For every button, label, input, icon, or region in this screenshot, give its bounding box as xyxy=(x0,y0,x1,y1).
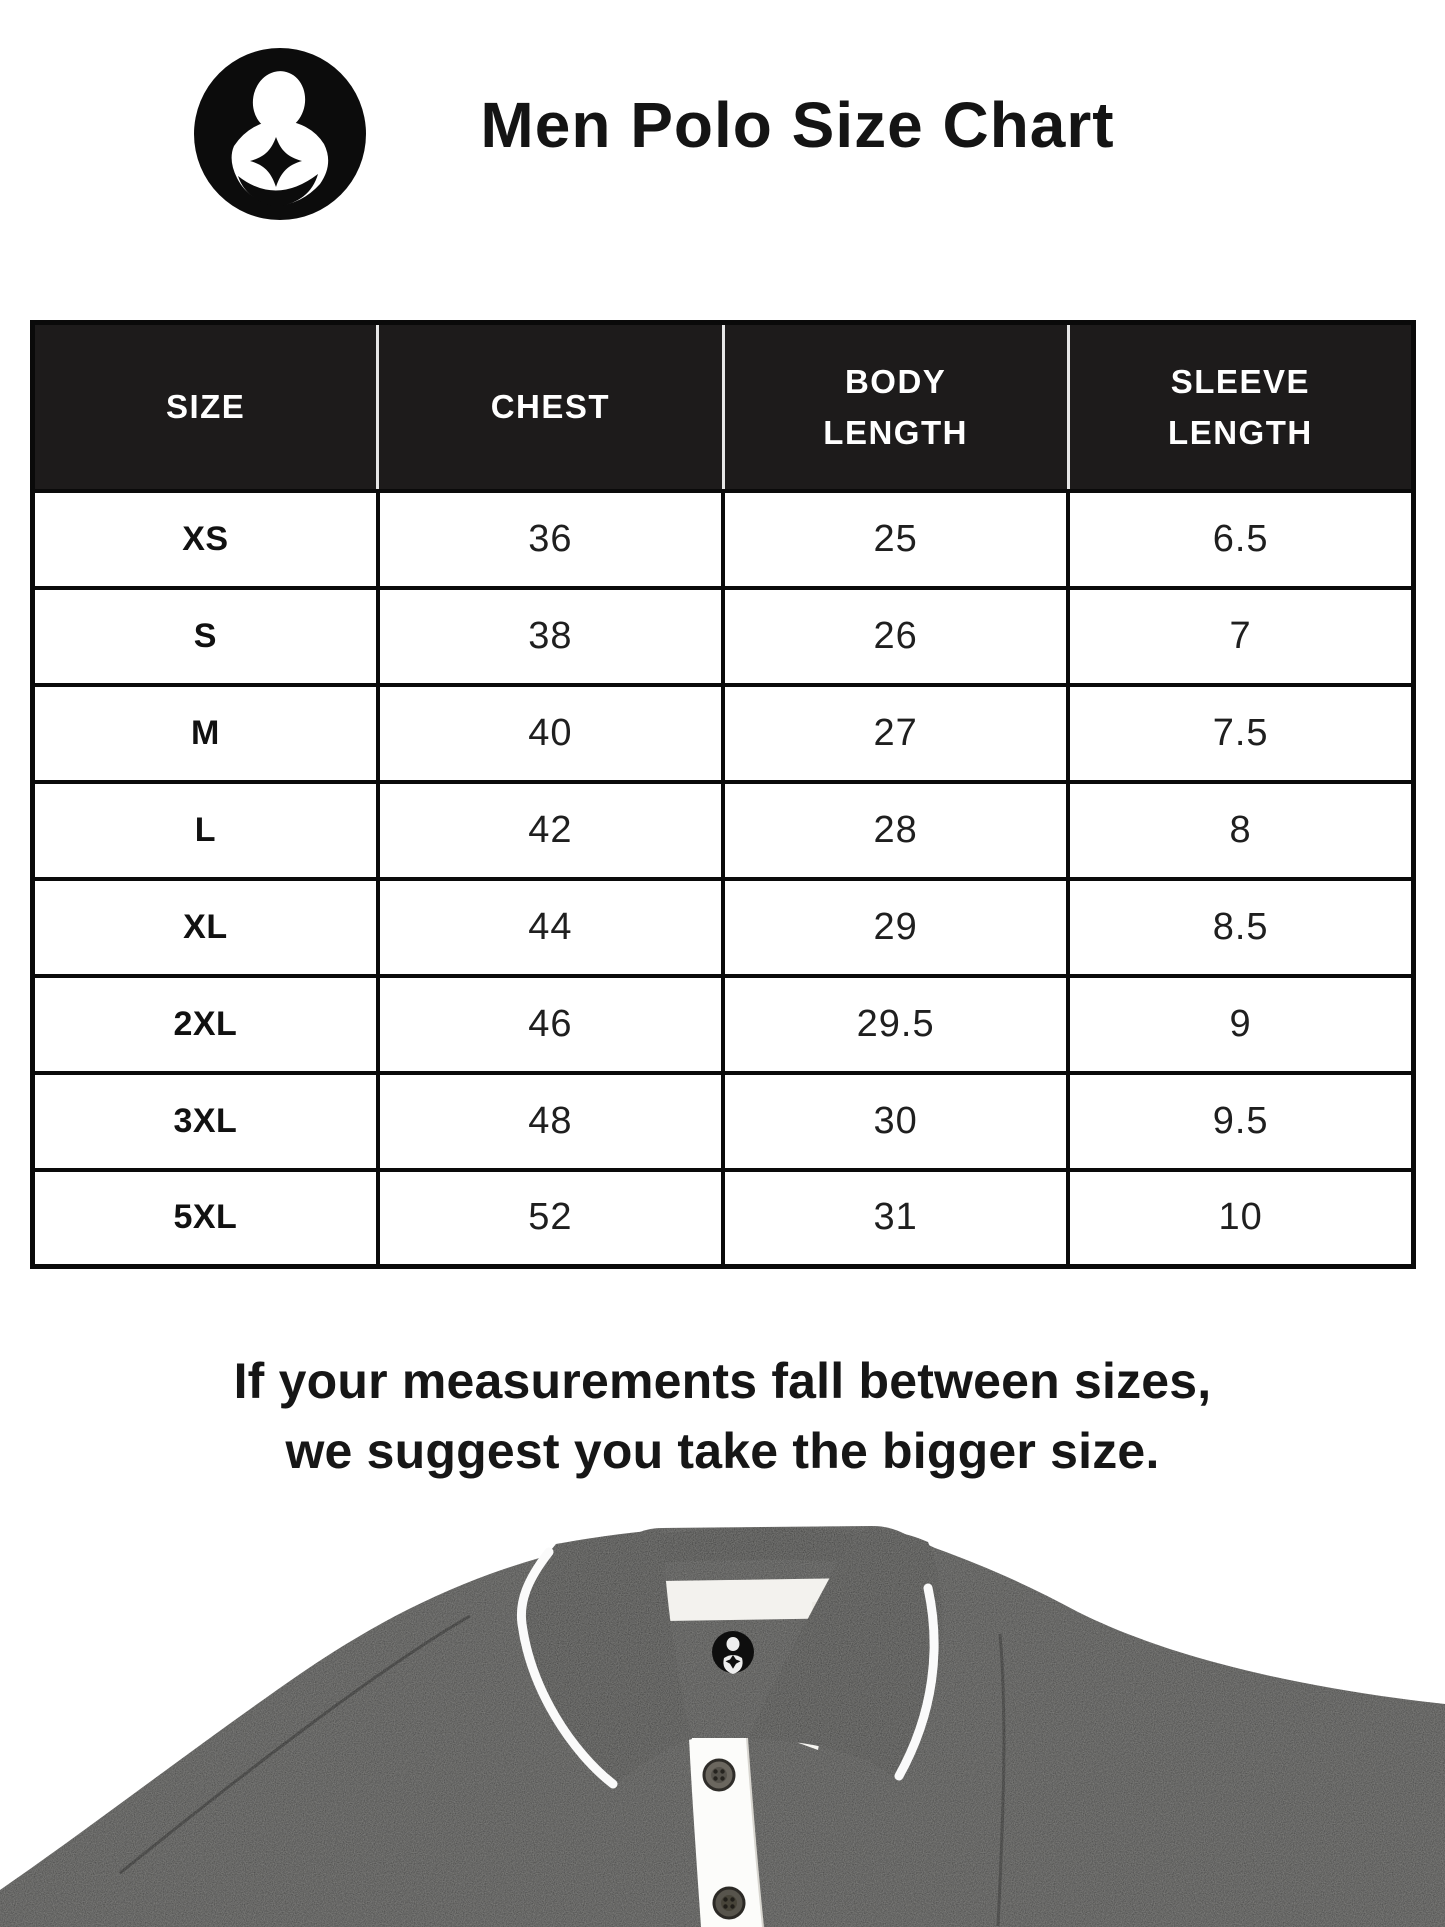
note-line-2: we suggest you take the bigger size. xyxy=(285,1423,1160,1479)
cell-size: 5XL xyxy=(33,1170,378,1267)
placket-button-bottom xyxy=(714,1888,744,1918)
table-row xyxy=(33,782,1414,879)
cell-body-length: 29 xyxy=(723,879,1068,976)
cell-body-length: 28 xyxy=(723,782,1068,879)
cell-size: 2XL xyxy=(33,976,378,1073)
table-row xyxy=(33,588,1414,685)
column-header-sleeve-length: SLEEVE LENGTH xyxy=(1068,323,1413,491)
table-row xyxy=(33,879,1414,976)
cell-chest: 48 xyxy=(378,1073,723,1170)
cell-body-length: 30 xyxy=(723,1073,1068,1170)
column-header-body-length: BODY LENGTH xyxy=(723,323,1068,491)
cell-chest: 42 xyxy=(378,782,723,879)
cell-sleeve-length: 8.5 xyxy=(1068,879,1413,976)
table-header-row xyxy=(33,323,1414,491)
table-row xyxy=(33,1073,1414,1170)
table-row xyxy=(33,976,1414,1073)
cell-sleeve-length: 9.5 xyxy=(1068,1073,1413,1170)
cell-body-length: 29.5 xyxy=(723,976,1068,1073)
page-title: Men Polo Size Chart xyxy=(480,89,1115,161)
cell-size: L xyxy=(33,782,378,879)
size-chart-table xyxy=(30,320,1416,1269)
cell-body-length: 31 xyxy=(723,1170,1068,1267)
cell-size: S xyxy=(33,588,378,685)
cell-chest: 36 xyxy=(378,491,723,588)
column-header-size: SIZE xyxy=(33,323,378,491)
cell-sleeve-length: 10 xyxy=(1068,1170,1413,1267)
cell-chest: 40 xyxy=(378,685,723,782)
cell-size: 3XL xyxy=(33,1073,378,1170)
cell-sleeve-length: 7.5 xyxy=(1068,685,1413,782)
table-row xyxy=(33,491,1414,588)
cell-body-length: 27 xyxy=(723,685,1068,782)
cell-body-length: 25 xyxy=(723,491,1068,588)
cell-chest: 46 xyxy=(378,976,723,1073)
cell-size: XL xyxy=(33,879,378,976)
cell-body-length: 26 xyxy=(723,588,1068,685)
note-text xyxy=(0,1346,1445,1486)
cell-chest: 44 xyxy=(378,879,723,976)
table-row xyxy=(33,1170,1414,1267)
cell-size: XS xyxy=(33,491,378,588)
polo-shirt-photo xyxy=(0,1518,1445,1927)
placket-button-top xyxy=(704,1760,734,1790)
cell-sleeve-length: 8 xyxy=(1068,782,1413,879)
note-line-1: If your measurements fall between sizes, xyxy=(233,1353,1212,1409)
cell-sleeve-length: 9 xyxy=(1068,976,1413,1073)
table-row xyxy=(33,685,1414,782)
column-header-chest: CHEST xyxy=(378,323,723,491)
cell-sleeve-length: 7 xyxy=(1068,588,1413,685)
cell-chest: 38 xyxy=(378,588,723,685)
cell-sleeve-length: 6.5 xyxy=(1068,491,1413,588)
cell-chest: 52 xyxy=(378,1170,723,1267)
cell-size: M xyxy=(33,685,378,782)
